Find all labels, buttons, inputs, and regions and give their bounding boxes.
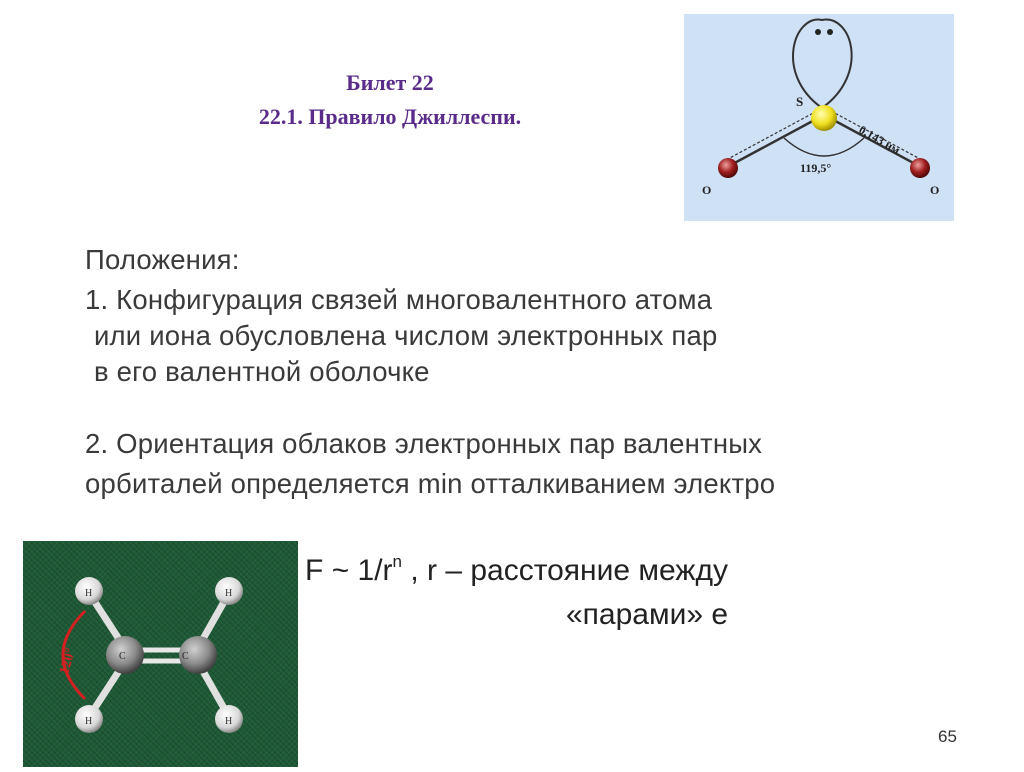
ethylene-molecule-figure	[23, 541, 298, 767]
o-label-left: O	[702, 183, 712, 197]
oxygen-atom-left	[718, 158, 738, 178]
formula-line2: «парами» е	[566, 598, 729, 631]
h-label: H	[225, 716, 233, 727]
formula-lhs: F ~ 1/r	[305, 554, 393, 587]
c-label: C	[119, 651, 126, 662]
h-label: H	[85, 716, 93, 727]
item1-line3: в его валентной оболочке	[94, 356, 430, 387]
h-label: H	[85, 588, 93, 599]
topic-title: 22.1. Правило Джиллеспи.	[258, 104, 522, 129]
angle-label: 119,5°	[800, 161, 832, 175]
bond-length-label: 0,143 нм	[856, 122, 903, 158]
s-label: S	[796, 94, 804, 109]
oxygen-atom-right	[910, 158, 930, 178]
so2-molecule-figure	[684, 14, 954, 221]
page-number: 65	[938, 727, 957, 746]
ticket-title: Билет 22	[346, 70, 434, 95]
formula-rhs: , r – расстояние между	[402, 554, 728, 587]
sulfur-atom	[811, 105, 837, 131]
item2-line2: орбиталей определяется min отталкиванием электро	[85, 468, 776, 499]
o-label-right: O	[930, 183, 940, 197]
h-label: H	[225, 588, 233, 599]
item1-line2: или иона обусловлена числом электронных пар	[94, 320, 718, 351]
angle-label: 120°	[57, 646, 79, 677]
positions-heading: Положения:	[85, 244, 240, 275]
item1-line1: 1. Конфигурация связей многовалентного атома	[85, 284, 713, 315]
formula-exponent: n	[392, 552, 402, 571]
item2-line1: 2. Ориентация облаков электронных пар валентных	[85, 428, 763, 459]
c-label: C	[182, 651, 189, 662]
formula-line1	[305, 552, 728, 588]
